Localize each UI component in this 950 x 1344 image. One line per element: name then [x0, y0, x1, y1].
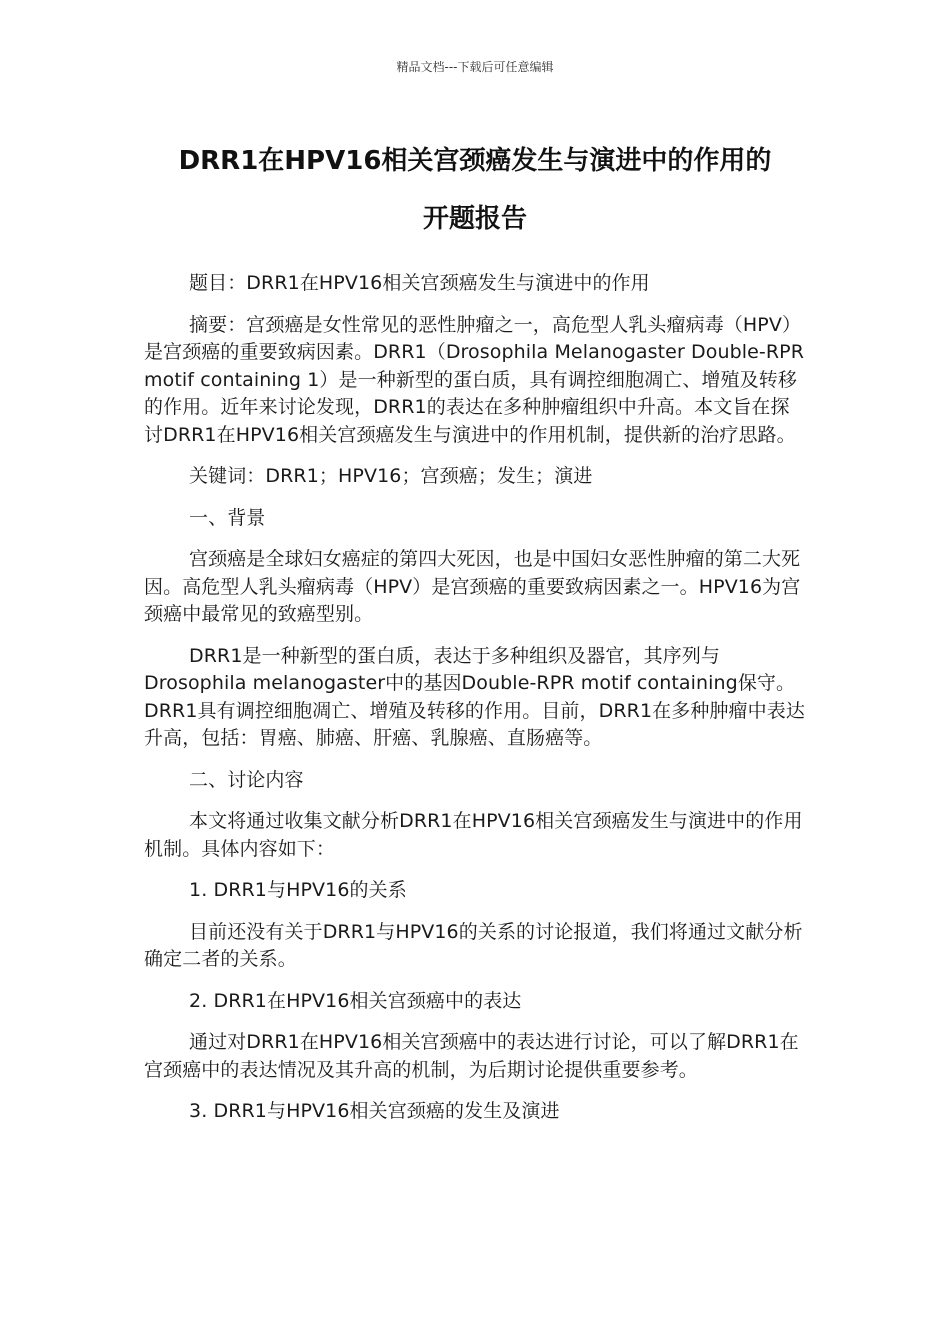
subheading-1: 1. DRR1与HPV16的关系	[189, 879, 407, 901]
subsection-2-paragraph: 通过对DRR1在HPV16相关宫颈癌中的表达进行讨论，可以了解DRR1在宫颈癌中的表达情况及其升高的机制，为后期讨论提供重要参考。	[144, 1031, 799, 1081]
subsection-1-paragraph: 目前还没有关于DRR1与HPV16的关系的讨论报道，我们将通过文献分析确定二者的关系。	[144, 920, 803, 970]
background-paragraph-2: DRR1是一种新型的蛋白质，表达于多种组织及器官，其序列与Drosophila melanogaster中的基因Double-RPR motif containing保守。DRR1具有调控细胞凋亡、增殖及转移的作用。目前，DRR1在多种肿瘤中表达升高，包括：胃癌、肺癌、肝癌、乳腺癌、直肠癌等。	[144, 644, 805, 749]
section-heading-discussion: 二、讨论内容	[189, 768, 304, 791]
background-paragraph-1: 宫颈癌是全球妇女癌症的第四大死因，也是中国妇女恶性肿瘤的第二大死因。高危型人乳头瘤病毒（HPV）是宫颈癌的重要致病因素之一。HPV16为宫颈癌中最常见的致癌型别。	[144, 548, 801, 625]
discussion-intro: 本文将通过收集文献分析DRR1在HPV16相关宫颈癌发生与演进中的作用机制。具体内容如下：	[144, 810, 803, 860]
document-body	[144, 270, 808, 1140]
abstract-paragraph: 摘要：宫颈癌是女性常见的恶性肿瘤之一，高危型人乳头瘤病毒（HPV）是宫颈癌的重要致病因素。DRR1（Drosophila Melanogaster Double-RPR motif containing 1）是一种新型的蛋白质，具有调控细胞凋亡、增殖及转移的作用。近年来讨论发现，DRR1的表达在多种肿瘤组织中升高。本文旨在探讨DRR1在HPV16相关宫颈癌发生与演进中的作用机制，提供新的治疗思路。	[144, 313, 805, 446]
keywords-line: 关键词：DRR1；HPV16；宫颈癌；发生；演进	[189, 465, 593, 487]
subheading-2: 2. DRR1在HPV16相关宫颈癌中的表达	[189, 989, 522, 1012]
title-line-1: DRR1在HPV16相关宫颈癌发生与演进中的作用的	[178, 146, 772, 176]
page-header: 精品文档---下载后可任意编辑	[396, 60, 554, 74]
subject-line: 题目：DRR1在HPV16相关宫颈癌发生与演进中的作用	[189, 272, 650, 294]
section-heading-background: 一、背景	[189, 506, 266, 529]
subheading-3: 3. DRR1与HPV16相关宫颈癌的发生及演进	[189, 1100, 560, 1122]
title-line-2: 开题报告	[422, 204, 527, 234]
document-title	[120, 132, 830, 248]
